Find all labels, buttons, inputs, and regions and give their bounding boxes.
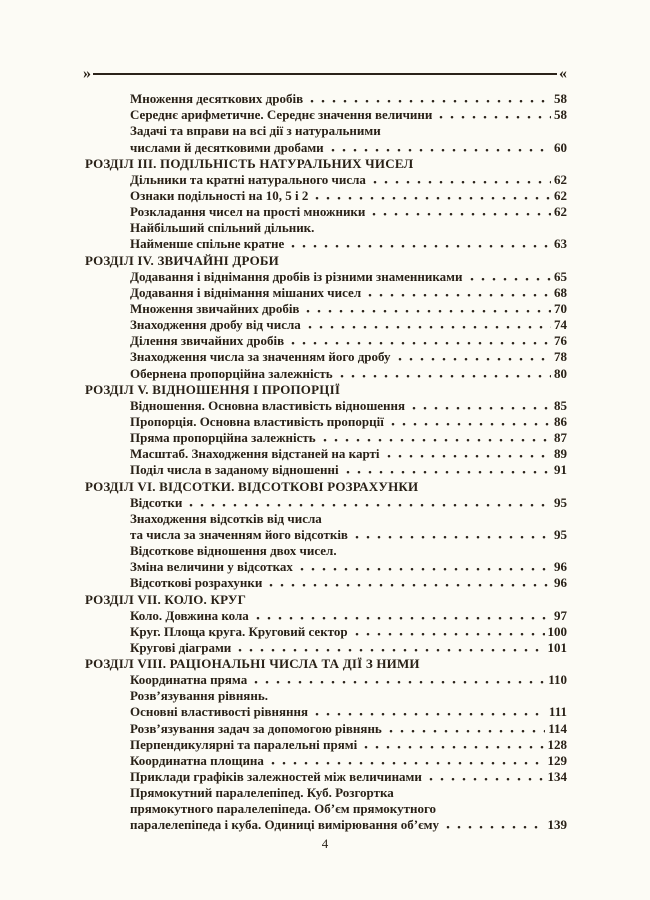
toc-item-row	[85, 284, 567, 300]
toc-entry-page-number: 86	[554, 413, 567, 429]
toc-entry-page-number: 95	[554, 494, 567, 510]
toc-entry-title: Координатна пряма	[130, 672, 248, 688]
toc-chapter-title: РОЗДІЛ VIII. РАЦІОНАЛЬНІ ЧИСЛА ТА ДІЇ З НИМИ	[85, 656, 420, 672]
toc-item-row	[85, 332, 567, 348]
toc-entry-page-number: 128	[547, 736, 567, 752]
toc-item-row	[85, 235, 567, 251]
toc-entry-title: Розв’язування задач за допомогою рівнянь	[130, 720, 382, 736]
toc-entry-title: Коло. Довжина кола	[130, 607, 249, 623]
toc-item-row	[85, 784, 567, 800]
toc-item-row	[85, 300, 567, 316]
toc-item-row	[85, 138, 567, 154]
toc-item-row	[85, 816, 567, 832]
toc-item-row	[85, 623, 567, 639]
toc-entry-title: Знаходження числа за значенням його дробу	[130, 349, 391, 365]
dot-leader	[256, 615, 551, 621]
toc-entry-page-number: 139	[547, 817, 567, 833]
dot-leader	[387, 453, 551, 459]
toc-chapter-row	[85, 590, 567, 606]
toc-chapter-row	[85, 381, 567, 397]
left-guillemet-mark: »	[83, 65, 91, 82]
toc-entry-title: Задачі та вправи на всі дії з натуральними	[130, 123, 381, 139]
toc-entry-title: Розкладання чисел на прості множники	[130, 204, 366, 220]
dot-leader	[310, 98, 551, 104]
toc-chapter-row	[85, 251, 567, 267]
toc-entry-title: Приклади графіків залежностей між величинами	[130, 769, 422, 785]
toc-item-row	[85, 768, 567, 784]
toc-entry-page-number: 87	[554, 430, 567, 446]
toc-entry-page-number: 63	[554, 236, 567, 252]
horizontal-rule	[93, 73, 557, 75]
toc-entry-title: Знаходження дробу від числа	[130, 317, 301, 333]
toc-item-row	[85, 122, 567, 138]
toc-entry-page-number: 62	[554, 187, 567, 203]
toc-item-row	[85, 268, 567, 284]
toc-item-row	[85, 719, 567, 735]
toc-item-row	[85, 106, 567, 122]
toc-item-row	[85, 219, 567, 235]
dot-leader	[300, 566, 551, 572]
toc-entry-page-number: 62	[554, 204, 567, 220]
toc-entry-page-number: 110	[548, 672, 567, 688]
dot-leader	[315, 195, 551, 201]
dot-leader	[355, 631, 545, 637]
toc-item-row	[85, 639, 567, 655]
toc-item-row	[85, 671, 567, 687]
dot-leader	[323, 437, 551, 443]
toc-item-row	[85, 90, 567, 106]
toc-entry-title: Середнє арифметичне. Середнє значення величини	[130, 107, 433, 123]
toc-chapter-title: РОЗДІЛ V. ВІДНОШЕННЯ І ПРОПОРЦІЇ	[85, 381, 341, 397]
toc-entry-title: прямокутного паралелепіпеда. Об’єм прямокутного	[130, 801, 437, 817]
toc-entry-title: Додавання і віднімання дробів із різними знаменниками	[130, 268, 463, 284]
dot-leader	[470, 276, 552, 282]
toc-entry-page-number: 96	[554, 575, 567, 591]
dot-leader	[372, 211, 551, 217]
toc-entry-title: Відсоткові розрахунки	[130, 575, 263, 591]
toc-entry-title: Ознаки подільності на 10, 5 і 2	[130, 187, 309, 203]
toc-entry-title: Основні властивості рівняння	[130, 704, 309, 720]
toc-entry-title: Відсотки	[130, 494, 183, 510]
toc-item-row	[85, 542, 567, 558]
dot-leader	[291, 340, 551, 346]
right-guillemet-mark: «	[559, 65, 567, 82]
dot-leader	[308, 324, 551, 330]
toc-entry-title: Пропорція. Основна властивість пропорції	[130, 413, 384, 429]
toc-entry-page-number: 97	[554, 607, 567, 623]
toc-entry-title: Поділ числа в заданому відношенні	[130, 462, 339, 478]
toc-entry-title: Додавання і віднімання мішаних чисел	[130, 284, 362, 300]
toc-entry-page-number: 100	[547, 623, 567, 639]
toc-entry-title: Найбільший спільний дільник.	[130, 220, 315, 236]
toc-entry-page-number: 96	[554, 559, 567, 575]
toc-entry-title: Дільники та кратні натурального числа	[130, 171, 366, 187]
toc-item-row	[85, 348, 567, 364]
toc-entry-page-number: 65	[554, 268, 567, 284]
toc-item-row	[85, 800, 567, 816]
toc-item-row	[85, 494, 567, 510]
dot-leader	[389, 728, 545, 734]
toc-entry-title: Розв’язування рівнянь.	[130, 688, 268, 704]
toc-item-row	[85, 445, 567, 461]
toc-chapter-title: РОЗДІЛ VII. КОЛО. КРУГ	[85, 591, 247, 607]
dot-leader	[271, 760, 545, 766]
toc-chapter-row	[85, 155, 567, 171]
toc-chapter-title: РОЗДІЛ VI. ВІДСОТКИ. ВІДСОТКОВІ РОЗРАХУНКИ	[85, 478, 419, 494]
dot-leader	[446, 824, 544, 830]
toc-item-row	[85, 397, 567, 413]
page-number: 4	[321, 836, 329, 851]
header-ornament-rule	[83, 64, 567, 84]
toc-entry-title: Пряма пропорційна залежність	[130, 430, 316, 446]
toc-entry-title: Знаходження відсотків від числа	[130, 510, 322, 526]
toc-entry-page-number: 129	[547, 752, 567, 768]
toc-item-row	[85, 171, 567, 187]
dot-leader	[412, 405, 551, 411]
toc-entry-page-number: 58	[554, 107, 567, 123]
toc-item-row	[85, 364, 567, 380]
toc-list	[85, 90, 567, 832]
toc-entry-title: Відношення. Основна властивість відношення	[130, 397, 406, 413]
dot-leader	[398, 356, 551, 362]
toc-entry-title: Перпендикулярні та паралельні прямі	[130, 736, 358, 752]
dot-leader	[355, 534, 551, 540]
toc-item-row	[85, 316, 567, 332]
toc-entry-title: Множення десяткових дробів	[130, 91, 304, 107]
dot-leader	[315, 711, 546, 717]
toc-chapter-title: РОЗДІЛ IV. ЗВИЧАЙНІ ДРОБИ	[85, 252, 279, 268]
toc-item-row	[85, 736, 567, 752]
toc-entry-page-number: 78	[554, 349, 567, 365]
toc-entry-page-number: 80	[554, 365, 567, 381]
dot-leader	[306, 308, 551, 314]
toc-item-row	[85, 526, 567, 542]
toc-entry-page-number: 89	[554, 446, 567, 462]
toc-entry-title: Координатна площина	[130, 752, 264, 768]
dot-leader	[346, 469, 551, 475]
toc-entry-page-number: 62	[554, 171, 567, 187]
dot-leader	[189, 502, 551, 508]
toc-entry-page-number: 60	[554, 139, 567, 155]
toc-item-row	[85, 461, 567, 477]
toc-item-row	[85, 429, 567, 445]
toc-item-row	[85, 574, 567, 590]
toc-item-row	[85, 510, 567, 526]
toc-entry-page-number: 70	[554, 300, 567, 316]
toc-item-row	[85, 413, 567, 429]
toc-entry-page-number: 95	[554, 526, 567, 542]
dot-leader	[364, 744, 544, 750]
toc-entry-title: Масштаб. Знаходження відстаней на карті	[130, 446, 380, 462]
toc-entry-title: Відсоткове відношення двох чисел.	[130, 543, 337, 559]
toc-entry-title: Зміна величини у відсотках	[130, 559, 293, 575]
toc-entry-title: та числа за значенням його відсотків	[130, 526, 348, 542]
dot-leader	[254, 679, 545, 685]
toc-chapter-title: РОЗДІЛ III. ПОДІЛЬНІСТЬ НАТУРАЛЬНИХ ЧИСЕЛ	[85, 155, 414, 171]
toc-entry-page-number: 134	[547, 769, 567, 785]
toc-entry-page-number: 85	[554, 397, 567, 413]
toc-chapter-row	[85, 655, 567, 671]
toc-entry-page-number: 111	[548, 704, 567, 720]
dot-leader	[331, 147, 551, 153]
toc-entry-title: Обернена пропорційна залежність	[130, 365, 333, 381]
toc-entry-title: паралелепіпеда і куба. Одиниці вимірювання об’єму	[130, 817, 440, 833]
toc-entry-page-number: 101	[547, 639, 567, 655]
toc-item-row	[85, 203, 567, 219]
toc-item-row	[85, 607, 567, 623]
toc-item-row	[85, 703, 567, 719]
toc-item-row	[85, 687, 567, 703]
toc-item-row	[85, 187, 567, 203]
dot-leader	[373, 179, 551, 185]
toc-item-row	[85, 558, 567, 574]
dot-leader	[391, 421, 551, 427]
toc-item-row	[85, 752, 567, 768]
toc-chapter-row	[85, 477, 567, 493]
toc-entry-title: Множення звичайних дробів	[130, 300, 300, 316]
dot-leader	[238, 647, 544, 653]
dot-leader	[368, 292, 551, 298]
toc-entry-page-number: 76	[554, 333, 567, 349]
toc-entry-title: числами й десятковими дробами	[130, 139, 324, 155]
dot-leader	[439, 114, 551, 120]
dot-leader	[340, 373, 551, 379]
toc-entry-title: Ділення звичайних дробів	[130, 333, 285, 349]
toc-entry-page-number: 68	[554, 284, 567, 300]
dot-leader	[429, 776, 545, 782]
toc-entry-page-number: 114	[548, 720, 567, 736]
toc-entry-title: Прямокутний паралелепіпед. Куб. Розгортка	[130, 785, 394, 801]
dot-leader	[291, 243, 551, 249]
toc-entry-title: Найменше спільне кратне	[130, 236, 285, 252]
toc-entry-title: Кругові діаграми	[130, 639, 232, 655]
toc-entry-page-number: 58	[554, 91, 567, 107]
toc-entry-page-number: 91	[554, 462, 567, 478]
toc-entry-page-number: 74	[554, 317, 567, 333]
toc-entry-title: Круг. Площа круга. Круговий сектор	[130, 623, 348, 639]
dot-leader	[269, 582, 551, 588]
